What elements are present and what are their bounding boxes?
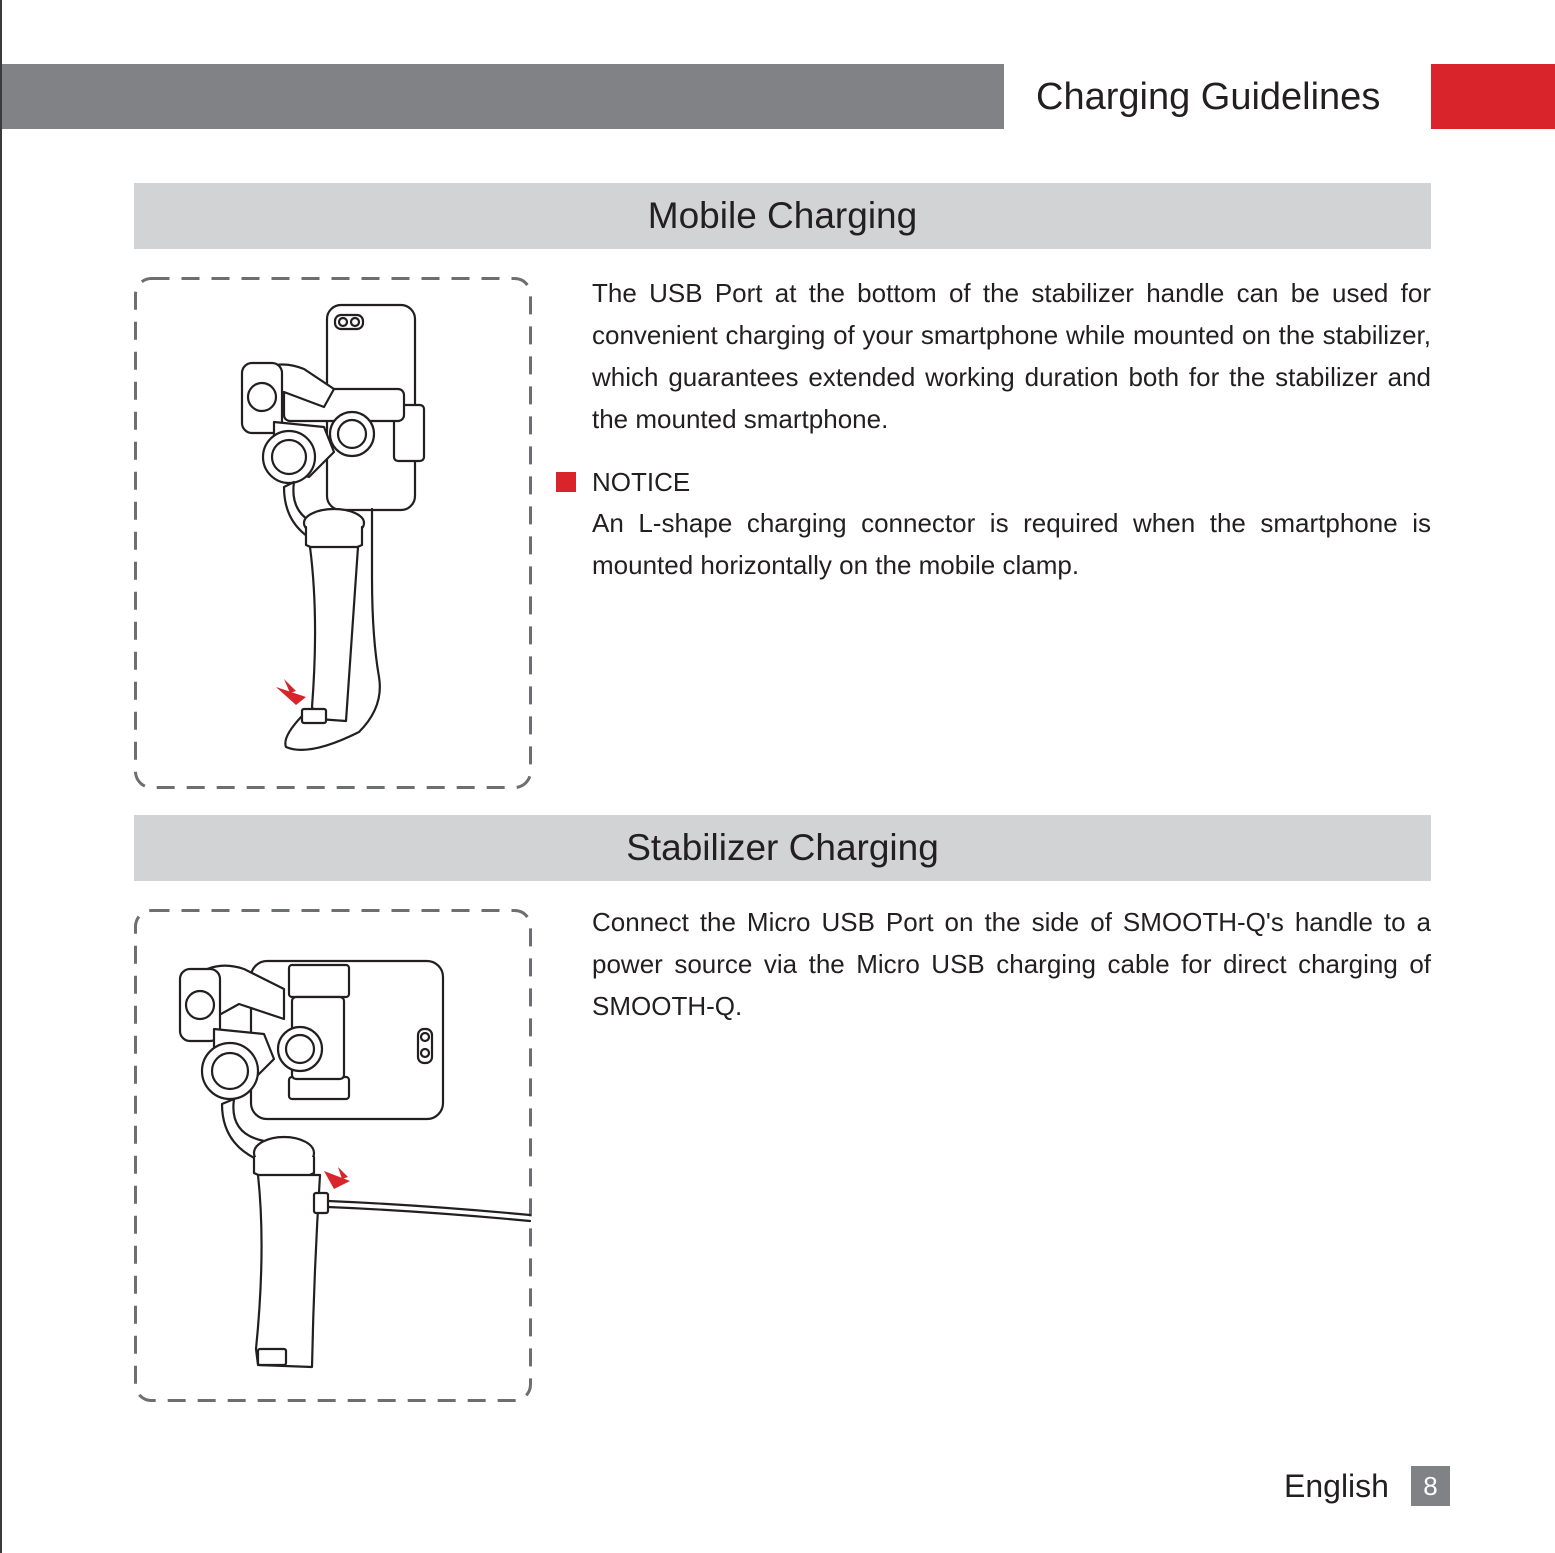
header-bar <box>2 64 1004 129</box>
notice-marker <box>556 472 576 492</box>
section-header-stabilizer-charging <box>134 815 1431 881</box>
notice-label: NOTICE <box>592 467 691 497</box>
stabilizer-with-vertical-phone-usb-charging-icon <box>134 277 532 789</box>
illustration-stabilizer-charging <box>134 909 532 1421</box>
mobile-charging-description: The USB Port at the bottom of the stabilizer handle can be used for convenient charging of your smartphone while mounted on the stabilizer, which guarantees extended working duration both for the stabilizer and the mounted smartphone. <box>592 278 1431 434</box>
illustration-mobile-charging <box>134 277 532 789</box>
page-title: Charging Guidelines <box>1036 76 1381 118</box>
notice-text: An L-shape charging connector is required when the smartphone is mounted horizontally on the mobile clamp. <box>592 508 1431 580</box>
footer-language: English <box>1284 1468 1389 1504</box>
page-number: 8 <box>1411 1466 1450 1506</box>
section-header-mobile-charging <box>134 183 1431 249</box>
section-title: Mobile Charging <box>647 195 918 236</box>
page-edge-rule <box>0 0 2 1553</box>
stabilizer-charging-description: Connect the Micro USB Port on the side of SMOOTH-Q's handle to a power source via the Micro USB charging cable for direct charging of SMOOTH-Q. <box>592 907 1431 1021</box>
header-accent-block <box>1431 64 1555 129</box>
stabilizer-with-horizontal-phone-micro-usb-cable-icon <box>134 909 532 1421</box>
section-title: Stabilizer Charging <box>626 827 939 868</box>
